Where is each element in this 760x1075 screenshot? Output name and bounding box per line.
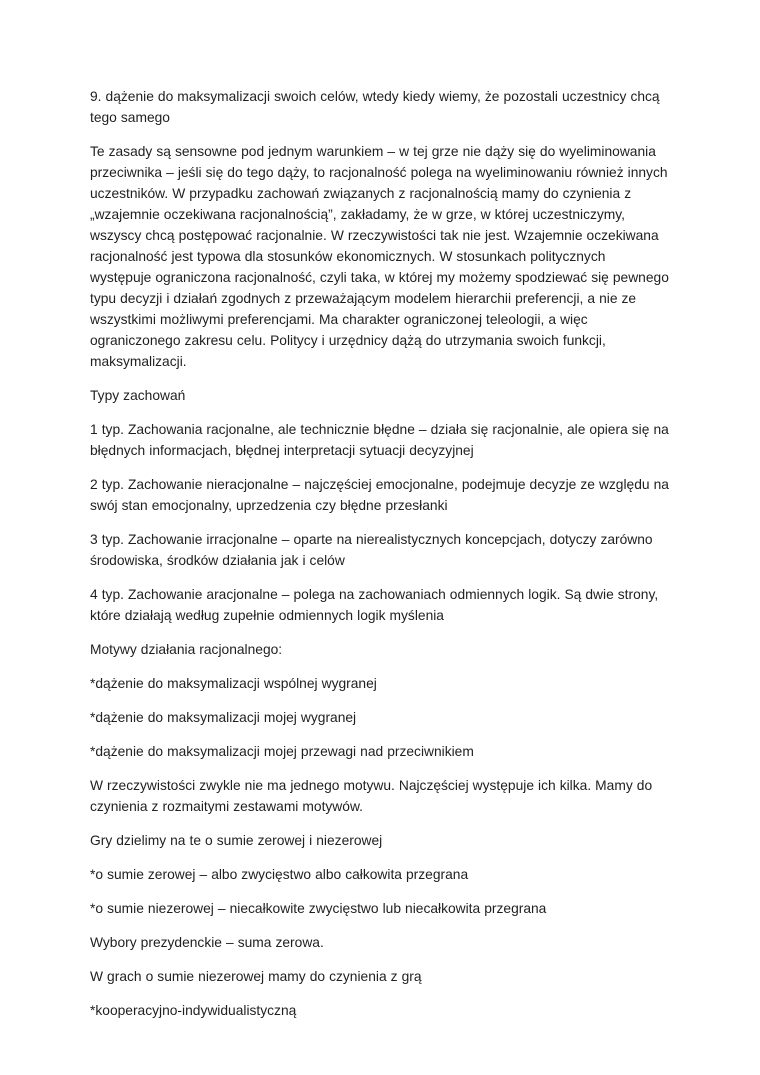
paragraph: W grach o sumie niezerowej mamy do czynienia z grą <box>90 969 422 984</box>
paragraph: W rzeczywistości zwykle nie ma jednego motywu. Najczęściej występuje ich kilka. Mamy do czynienia z rozmaitymi zestawami motywów. <box>90 778 653 814</box>
paragraph: Wybory prezydenckie – suma zerowa. <box>90 935 324 950</box>
paragraph: Gry dzielimy na te o sumie zerowej i niezerowej <box>90 833 383 848</box>
paragraph: 3 typ. Zachowanie irracjonalne – oparte na nierealistycznych koncepcjach, dotyczy zarówno środowiska, środków działania jak i celów <box>90 532 653 568</box>
section-heading: Typy zachowań <box>90 388 186 403</box>
list-item: *o sumie zerowej – albo zwycięstwo albo całkowita przegrana <box>90 867 469 882</box>
paragraph: 1 typ. Zachowania racjonalne, ale technicznie błędne – działa się racjonalnie, ale opiera się na błędnych informacjach, błędnej interpretacji sytuacji decyzyjnej <box>90 422 669 458</box>
section-heading: Motywy działania racjonalnego: <box>90 642 283 657</box>
paragraph: 9. dążenie do maksymalizacji swoich celów, wtedy kiedy wiemy, że pozostali uczestnicy chcą tego samego <box>90 89 660 125</box>
paragraph: Te zasady są sensowne pod jednym warunkiem – w tej grze nie dąży się do wyeliminowania przeciwnika – jeśli się do tego dąży, to racjonalność polega na wyeliminowaniu również innych uczestników. W przypadku zachowań związanych z racjonalnością mamy do czynienia z „wzajemnie oczekiwana racjonalnością”, zakładamy, że w grze, w której uczestniczymy, wszyscy chcą postępować racjonalnie. W rzeczywistości tak nie jest. Wzajemnie oczekiwana racjonalność jest typowa dla stosunków ekonomicznych. W stosunkach politycznych występuje ograniczona racjonalność, czyli taka, w której my możemy spodziewać się pewnego typu decyzji i działań zgodnych z przeważającym modelem hierarchii preferencji, a nie ze wszystkimi możliwymi preferencjami. Ma charakter ograniczonej teleologii, a więc ograniczonego zakresu celu. Politycy i urzędnicy dążą do utrzymania swoich funkcji, maksymalizacji. <box>90 144 669 369</box>
list-item: *dążenie do maksymalizacji mojej przewagi nad przeciwnikiem <box>90 744 474 759</box>
paragraph: 4 typ. Zachowanie aracjonalne – polega na zachowaniach odmiennych logik. Są dwie strony, które działają według zupełnie odmiennych logik myślenia <box>90 587 659 623</box>
paragraph: 2 typ. Zachowanie nieracjonalne – najczęściej emocjonalne, podejmuje decyzje ze względu na swój stan emocjonalny, uprzedzenia czy błędne przesłanki <box>90 477 669 513</box>
list-item: *kooperacyjno-indywidualistyczną <box>90 1003 297 1018</box>
document-body <box>90 86 670 1021</box>
list-item: *o sumie niezerowej – niecałkowite zwycięstwo lub niecałkowita przegrana <box>90 901 547 916</box>
list-item: *dążenie do maksymalizacji mojej wygranej <box>90 710 357 725</box>
list-item: *dążenie do maksymalizacji wspólnej wygranej <box>90 676 377 691</box>
